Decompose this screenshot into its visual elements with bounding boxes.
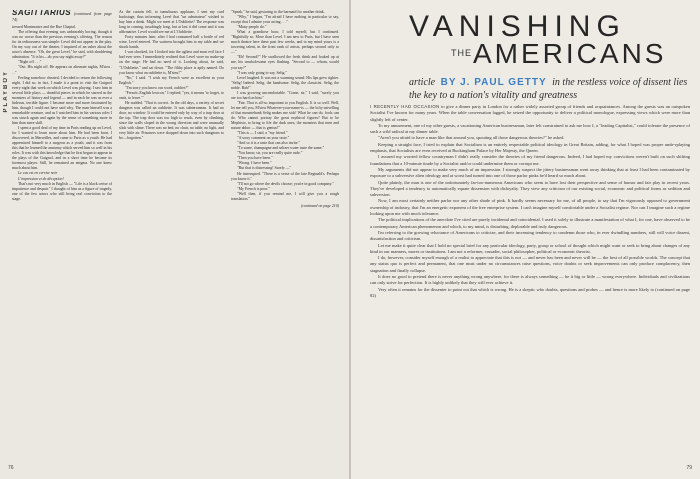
paragraph: "Then you have been." [237,156,273,161]
article-body [370,104,690,464]
lead-paragraph [370,104,690,123]
title-line-2: AMERICANS [473,38,667,69]
paragraph: "I'll not go where the devils choose; you're in good company." [237,181,334,186]
paragraph: "Aren't you afraid to have a man like that around you, spouting all those dangerous theories?" he asked. [378,135,565,141]
author-name: BY J. PAUL GETTY [440,77,547,88]
paragraph: tressed Montmartre and the Rue Chaptal. [12,25,76,30]
paragraph: I spent a good deal of my time in Paris reading up on Level, for I wanted to learn more about him. He had been born, I discovered, in Marseilles, and came to Paris as a youth. He had apprenticed himself to a surgeon as a youth, and it was from this that he learned the anatomy which served him so well in his roles. It was with this knowledge that he first began to appear in the plays of the Guignol, and in a short time he became its foremost player. Still, he remained an enigma. No one knew much about him. [12,126,112,171]
title-line-1: VANISHING [409,10,626,43]
paragraph: Quite plainly, the man is one of the unfortunately far-too-numerous Americans who seem to have lost their perspective and sense of humor and fair play in recent years. They've developed a tendency to automatically equate dissension with disloyalty. They view any criticism of our existing social, economic and political forms as sedition and subversion. [370,179,690,198]
column-1 [12,10,112,465]
story-title: SAGITTARIUS [12,10,72,17]
paragraph: "To some, champagne and seltzer water taste the same." [237,146,325,151]
paragraph: What a grandiose boor, I told myself, but I continued. "Rightfully so. More than Level. I am new to Paris, but I have seen much theatre here these past few weeks, and to my mind yours is a towering talent, in the front rank of artists, perhaps second only to —" [231,30,339,55]
paragraph: I'm referring to the growing reluctance of Americans to criticize, and their increasing tendency to condemn those who, in ever dwindling numbers, still will voice dissent, dissatisfaction and criticism. [370,229,690,242]
paragraph: To my amusement, one of my other guests, a vacationing American businessman, later felt constrained to ask me how I, a "leading Capitalist," could tolerate the presence of such a wild radical at my dinner table. [370,122,690,135]
paragraph: I assured my worried fellow countryman I didn't really consider the theories of my friend dangerous. Indeed, I had hoped my convictions weren't built on such shifting foundations that a 10-minute tirade by a Socialist and/or could undermine them or corrupt me. [370,154,690,166]
paragraph: "Night off . . ." [18,60,42,65]
paragraph: "Fair. That is all-so important to you English. It is so well. Well, let me tell you, M'sieu Whatever-your-name-is — the lofty snivelling of that mountebank Selig makes me sick! What he can do, fools can do. Who cannot portray the great mythical figures? But to be Mephisto, to bring to life the dark ones, the monsters that men and nature abhor — that is genius!" [231,100,339,131]
story-header [12,10,112,23]
paragraph: The offering that evening was unbearably boring, though it was no worse than the previous evening's offering. The reason for its tediousness was simple: Level did not appear in the play. On my way out of the theater, I inquired of an usher about the actor's absence. "Oh, the great Level," he said, with shuddering admiration. "It is his—do you say night away?" [12,30,112,60]
byline [409,76,697,102]
paragraph: My arguments did not appear to make very much of an impression. I strongly suspect the jittery businessman went away thinking that at least I had been contaminated by exposure to a subversive alien ideology and at worst had turned into one of those parlor pinks he'd heard so much about. [370,166,690,179]
paragraph: I do, however, consider myself enough of a realist to appreciate that this is not — and never has been and never will be — the best of all possible worlds. The concept that any status quo is perfect and permanent, that one must under no circumstances raise questions, voice doubts or seek improvements can only produce complacency, then stagnation and finally collapse. [370,255,690,273]
subtitle: in the restless voice of dissent lies the key to a nation's vitality and greatness [409,77,688,101]
paragraph: "Oui. His night off. He appears on alternate nights, M'sieu . . ." [12,65,112,75]
paragraph: "French–English lexicon," I replied; "yes, it means 'to forget, to omit, to leave.'" [119,90,224,100]
lead-text: to give a dinner party in London for a rather widely assorted group of friends and acquaintances. Among the guests was an outspoken Socialist I've known for many years. When the table conversation lagged, he seized the opportunity to deliver a political monologue, expressing views which were more than slightly left of center. [370,104,690,122]
paragraph: Let me make it quite clear that I hold no special brief for any particular ideology, party, group or school of thought which might want or seek to bring about changes of any kind in our manners, mores or institutions. I am not a reformer, crusader, social philosopher, political or economic theorist. [370,242,690,254]
lead-caps: I RECENTLY HAD OCCASION [370,104,440,109]
paragraph: As the curtain fell, to tumultuous applause, I sent my card backstage, thus informing Level that "un admirateur" wished to buy him a drink. Might we meet at L'Oubliette? The response was long in coming, insultingly long, but at last it did come and it was affirmative. Level would see me at L'Oubliette. [119,10,224,35]
paragraph: "You know, sir, you are really quite rude." [237,151,303,156]
continued-from: (continued from page 74) [12,11,112,23]
page-number-left: 76 [8,465,14,471]
paragraph: "Why," I began, "I'm afraid I have nothing in particular to say, except that I admire your acting . . ." [231,15,339,25]
paragraph: The political implications of the anecdote I've cited are purely incidental and coincidental. I used it solely to illustrate a manifestation of what I, for one, have observed to be a contemporary American phenomenon and which, to my mind, is disturbing, deplorable and truly dangerous. [370,217,690,229]
continued-note: (continued on page 210) [300,203,339,208]
paragraph: I was shocked, for I looked into the ugliest and most evil face I had ever seen. I immediately realized that Level wore no make-up on the stage. He had no need of it. Looking about, he said, "L'Oubliette," and sat down. "The filthy place is aptly named. Do you know what an oubliette is, M'sieu?" [119,50,224,75]
paragraph: Level laughed. It was not a warming sound. His lips grew tighter. "Selig! Indeed. Selig, the handsome. Selig, the classicist. Selig, the noble. Bah!" [231,75,339,90]
paragraph: I was growing uncomfortable. "Come, sir," I said, "surely you are too hard on him." [231,90,339,100]
paragraph: "Speak," he said, gesturing to the barmaid for another drink. [231,10,325,14]
paragraph: It does no good to pretend there is never anything wrong anywhere, for there is always something — be it big or little — wrong everywhere. Individuals and civilizations can only strive for perfection. It is highly unlikely that they will ever achieve it. [370,274,690,286]
title-the: THE [451,48,472,58]
paragraph: Very often it remains for the dissenter to point out that which is wrong. He is a skeptic who doubts, questions and probes — and hence is more likely to (continued on page 82) [370,286,690,298]
article-label: article [409,77,436,88]
verse-line: Le cas est en cerrise noir [18,171,58,176]
title-block [409,12,697,102]
paragraph: That's not very much in English — "Life is a black cerise of impatience and despair." I thought of him as a figure of tragedy, one of the few actors who still bring real conviction to the stage. [12,181,112,201]
paragraph: "And so it is a taste that can also invite." [237,141,301,146]
paragraph: "This is — I said, a "my friend." [237,131,288,136]
paragraph: "I was only going to say, Selig." [237,70,288,75]
paragraph: "But that is distressing! Surely —" [237,166,292,171]
paragraph: Now, I am most certainly neither parlor nor any other shade of pink. It hardly seems necessary for me, of all people, to say that I'm vigorously opposed to government ownership of industry, that I'm an energetic exponent of the free enterprise system. I can't imagine myself comfortable under a Socialist regime. Nor can I imagine such a regime looking upon me with much tolerance. [370,198,690,217]
paragraph: "Wrong. I have been." [237,161,272,166]
paragraph: Keeping a straight face, I tried to explain that Socialism is an entirely respectable political ideology in Great Britain, adding, for what I hoped was proper unde-rplaying emphasis, that Socialists are even received at Buckingham Palace by Her Majesty, the Queen. [370,141,690,154]
paragraph: "A sorry comment on your taste." [237,136,290,141]
paragraph: "Eh! Second?" He swallowed the fresh drink and looked up at me, his unwholesome eyes flashing. "Second to — whom, would you say?" [231,55,339,70]
paragraph: "Many people do." [237,25,267,30]
column-3 [231,10,339,465]
paragraph: Forty minutes later, after I had consumed half a bottle of red wine, Level entered. The waitress brought him to my table and we shook hands. [119,35,224,50]
paragraph: Feeling somehow cheated, I decided to return the following night. I did so; in fact, I made it a point to visit the Guignol every night that week on which Level was playing. I saw him in several little plays — dreadful pieces in which he starred as the monsters of history and legend — and in each he was as ever a hideous, terrible figure. I became more and more fascinated by him, though I could not have said why. The man himself was a remarkable creature, and as I watched him in his various roles I was struck again and again by the sense of something more in him than mere skill. [12,75,112,125]
paragraph: "My French is poor." [237,186,270,191]
sidebar-label: PLAYBOY [3,70,9,113]
paragraph: "No," I said. "I wish my French were as excellent as your English." [119,75,224,85]
paragraph: He interrupted. "There is a verse of the late Reginald's. Perhaps you know it." [231,171,339,181]
paragraph: "I'm sorry you know our word, oublier?" [125,85,189,90]
verse-line: L'impression et de déception! [18,176,64,181]
paragraph: He nodded. "That is correct. In the old days, a variety of secret dungeon was called an oubliette. It was subterranean. It had no door, no window. It could be entered only by way of a trap door at the top. The trap door was too high to reach, even by climbing, since the walls sloped in the wrong direction and were unusually slick with slime. There was no bed, no chair, no table, no light, and very little air. Prisoners were dropped down into such dungeons to be—forgotten." [119,100,224,141]
title-row-2 [409,38,697,69]
paragraph: "Well then, if you remind me, I will give you a rough translation." [231,191,339,201]
left-page [0,0,349,479]
page-number-right: 79 [686,465,692,471]
column-2 [119,10,224,465]
